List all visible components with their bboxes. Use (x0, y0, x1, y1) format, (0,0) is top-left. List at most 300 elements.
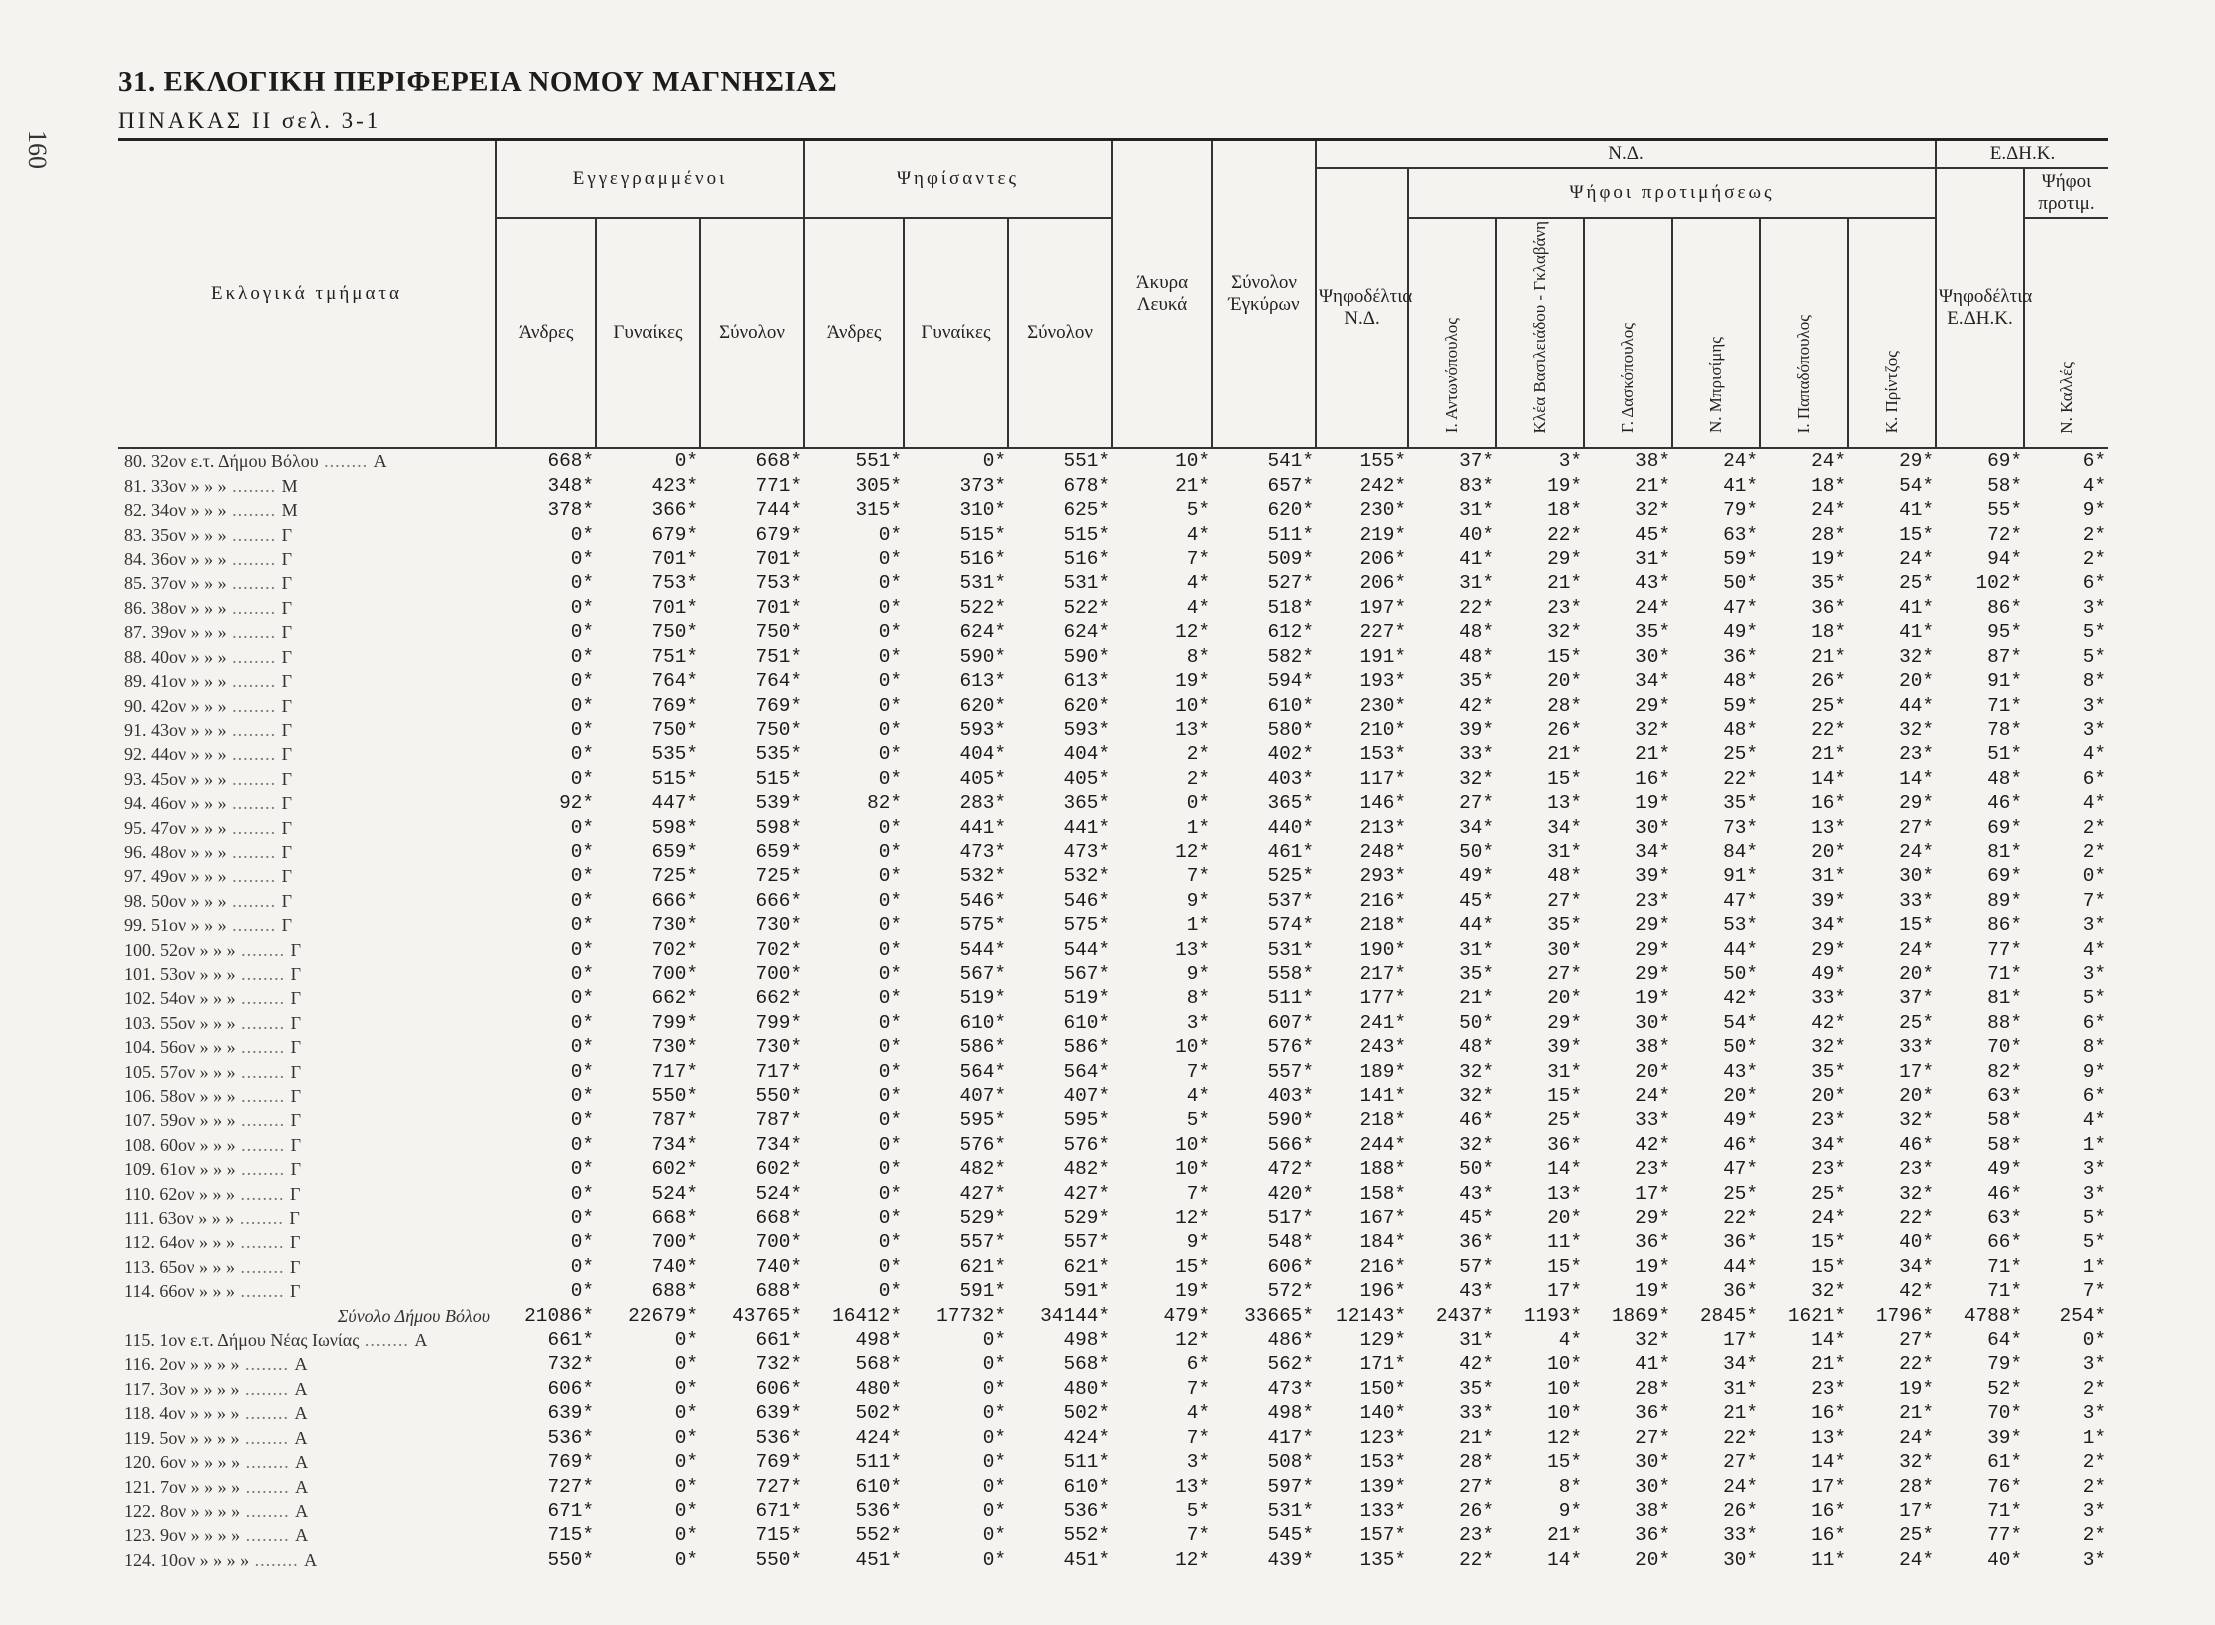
cell-value: 30* (1899, 865, 1934, 888)
cell-value: 34* (1547, 816, 1582, 839)
row-number: 113. (124, 1256, 155, 1277)
cell-value: 544* (1063, 938, 1110, 961)
cell-value: 0* (878, 694, 902, 717)
cell-value: 39* (1987, 1426, 2022, 1449)
cell-value: 78* (1987, 718, 2022, 741)
cell-value: 4* (1186, 523, 1210, 546)
cell-value: 532* (1063, 865, 1110, 888)
section-name: 41ον » » » (151, 671, 227, 692)
cell-value: 33* (1459, 743, 1494, 766)
cell-value: 10* (1175, 694, 1210, 717)
cell-value: 14* (1811, 767, 1846, 790)
section-name: 4ον » » » » (159, 1403, 240, 1424)
cell-value: 0* (878, 1060, 902, 1083)
cell-value: 29* (1547, 1011, 1582, 1034)
cell-value: 43* (1635, 572, 1670, 595)
row-number: 117. (124, 1378, 155, 1399)
cell-value: 45* (1459, 1207, 1494, 1230)
cell-value: 49* (1723, 621, 1758, 644)
cell-value: 54* (1723, 1011, 1758, 1034)
cell-value: 557* (959, 1231, 1006, 1254)
cell-value: 0* (674, 1426, 698, 1449)
section-name: 45ον » » » (151, 768, 227, 789)
cell-value: 69* (1987, 865, 2022, 888)
cell-value: 451* (1063, 1548, 1110, 1571)
cell-value: 39* (1547, 1036, 1582, 1059)
cell-value: 3* (1186, 1011, 1210, 1034)
cell-value: 2* (2082, 840, 2106, 863)
cell-value: 404* (959, 743, 1006, 766)
cell-value: 0* (570, 621, 594, 644)
cell-value: 11* (1547, 1231, 1582, 1254)
row-label: 91. 43ον » » » ........ Γ (124, 719, 293, 740)
cell-value: 0* (878, 889, 902, 912)
cell-value: 365* (1267, 792, 1314, 815)
cell-value: 5* (2082, 645, 2106, 668)
cell-value: 28* (1547, 694, 1582, 717)
cell-value: 4* (1186, 1402, 1210, 1425)
cell-value: 519* (1063, 987, 1110, 1010)
cell-value: 590* (1267, 1109, 1314, 1132)
cell-value: 81* (1987, 840, 2022, 863)
cell-value: 613* (959, 670, 1006, 693)
cell-value: 34* (1899, 1255, 1934, 1278)
cell-value: 218* (1359, 914, 1406, 937)
cell-value: 0* (570, 1036, 594, 1059)
cell-value: 35* (1459, 962, 1494, 985)
cell-value: 34144* (1040, 1304, 1110, 1327)
cell-value: 531* (1267, 1499, 1314, 1522)
cell-value: 1193* (1523, 1304, 1582, 1327)
cell-value: 11* (1811, 1548, 1846, 1571)
cell-value: 29* (1547, 548, 1582, 571)
cell-value: 730* (755, 1036, 802, 1059)
cell-value: 25* (1723, 1182, 1758, 1205)
cell-value: 740* (651, 1255, 698, 1278)
cell-value: 610* (1267, 694, 1314, 717)
cell-value: 550* (547, 1548, 594, 1571)
section-name: 32ον ε.τ. Δήμου Βόλου (151, 451, 319, 472)
cell-value: 1* (2082, 1426, 2106, 1449)
cell-value: 21* (1547, 743, 1582, 766)
cell-value: 750* (755, 621, 802, 644)
cell-value: 69* (1987, 816, 2022, 839)
section-name: 52ον » » » (160, 939, 236, 960)
cell-value: 0* (982, 1402, 1006, 1425)
header-nd-ballots: Ψηφοδέλτια Ν.Δ. (1316, 168, 1408, 448)
table-row (118, 1377, 2108, 1401)
cell-value: 403* (1267, 767, 1314, 790)
cell-value: 29* (1635, 962, 1670, 985)
cell-value: 293* (1359, 865, 1406, 888)
cell-value: 0* (570, 1060, 594, 1083)
cell-value: 18* (1547, 499, 1582, 522)
section-name: 43ον » » » (151, 719, 227, 740)
cell-value: 123* (1359, 1426, 1406, 1449)
cell-value: 218* (1359, 1109, 1406, 1132)
cell-value: 33* (1723, 1524, 1758, 1547)
cell-value: 157* (1359, 1524, 1406, 1547)
cell-value: 13* (1175, 1475, 1210, 1498)
cell-value: 48* (1723, 718, 1758, 741)
row-label: 118. 4ον » » » » ........ Α (124, 1403, 308, 1424)
cell-value: 567* (959, 962, 1006, 985)
header-candidate-kalles: Ν. Καλλές (2024, 218, 2108, 448)
cell-value: 536* (755, 1426, 802, 1449)
row-number: 99. (124, 915, 147, 936)
cell-value: 16* (1811, 1402, 1846, 1425)
cell-value: 20* (1723, 1085, 1758, 1107)
cell-value: 0* (878, 1133, 902, 1156)
table-row (118, 1548, 2108, 1572)
cell-value: 315* (855, 499, 902, 522)
cell-value: 551* (1063, 450, 1110, 473)
cell-value: 568* (855, 1353, 902, 1376)
cell-value: 3* (2082, 718, 2106, 741)
cell-value: 87* (1987, 645, 2022, 668)
cell-value: 51* (1987, 743, 2022, 766)
cell-value: 511* (855, 1451, 902, 1474)
cell-value: 71* (1987, 1255, 2022, 1278)
cell-value: 46* (1987, 1182, 2022, 1205)
cell-value: 0* (570, 938, 594, 961)
row-number: 84. (124, 549, 147, 570)
section-type: Γ (281, 915, 293, 936)
cell-value: 10* (1547, 1402, 1582, 1425)
cell-value: 0* (878, 816, 902, 839)
cell-value: 717* (651, 1060, 698, 1083)
row-label: 95. 47ον » » » ........ Γ (124, 817, 293, 838)
cell-value: 79* (1723, 499, 1758, 522)
cell-value: 799* (755, 1011, 802, 1034)
table-row (118, 1426, 2108, 1450)
section-type: Α (295, 1500, 309, 1521)
cell-value: 3* (2082, 1158, 2106, 1181)
cell-value: 23* (1811, 1158, 1846, 1181)
cell-value: 210* (1359, 718, 1406, 741)
cell-value: 8* (1186, 987, 1210, 1010)
cell-value: 243* (1359, 1036, 1406, 1059)
cell-value: 48* (1987, 767, 2022, 790)
cell-value: 32* (1459, 1133, 1494, 1156)
cell-value: 69* (1987, 450, 2022, 473)
cell-value: 700* (651, 962, 698, 985)
cell-value: 2845* (1699, 1304, 1758, 1327)
cell-value: 0* (570, 523, 594, 546)
cell-value: 34* (1723, 1353, 1758, 1376)
cell-value: 28* (1635, 1377, 1670, 1400)
header-sections: Εκλογικά τμήματα (118, 140, 496, 449)
cell-value: 2* (2082, 1524, 2106, 1547)
cell-value: 21* (1547, 572, 1582, 595)
cell-value: 586* (1063, 1036, 1110, 1059)
cell-value: 15* (1175, 1255, 1210, 1278)
cell-value: 472* (1267, 1158, 1314, 1181)
cell-value: 19* (1811, 548, 1846, 571)
cell-value: 31* (1723, 1377, 1758, 1400)
cell-value: 662* (755, 987, 802, 1010)
cell-value: 24* (1899, 1548, 1934, 1571)
cell-value: 730* (651, 914, 698, 937)
cell-value: 522* (1063, 596, 1110, 619)
cell-value: 22* (1811, 718, 1846, 741)
cell-value: 15* (1547, 767, 1582, 790)
cell-value: 12* (1175, 1329, 1210, 1352)
cell-value: 532* (959, 865, 1006, 888)
cell-value: 5* (2082, 1231, 2106, 1254)
cell-value: 32* (1459, 1060, 1494, 1083)
row-number: 100. (124, 939, 156, 960)
cell-value: 9* (1186, 1231, 1210, 1254)
cell-value: 624* (959, 621, 1006, 644)
cell-value: 13* (1811, 1426, 1846, 1449)
cell-value: 0* (878, 621, 902, 644)
cell-value: 671* (547, 1499, 594, 1522)
cell-value: 63* (1723, 523, 1758, 546)
cell-value: 64* (1987, 1329, 2022, 1352)
section-name: 57ον » » » (160, 1061, 236, 1082)
cell-value: 576* (959, 1133, 1006, 1156)
cell-value: 59* (1723, 694, 1758, 717)
table-row (118, 1206, 2108, 1230)
row-number: 91. (124, 719, 147, 740)
cell-value: 13* (1175, 718, 1210, 741)
row-number: 93. (124, 768, 147, 789)
cell-value: 404* (1063, 743, 1110, 766)
cell-value: 0* (982, 1475, 1006, 1498)
cell-value: 50* (1723, 572, 1758, 595)
cell-value: 30* (1635, 1451, 1670, 1474)
cell-value: 29* (1635, 694, 1670, 717)
cell-value: 734* (651, 1133, 698, 1156)
cell-value: 424* (1063, 1426, 1110, 1449)
cell-value: 140* (1359, 1402, 1406, 1425)
cell-value: 524* (755, 1182, 802, 1205)
cell-value: 0* (674, 1451, 698, 1474)
cell-value: 750* (651, 718, 698, 741)
section-type: Γ (289, 1208, 300, 1229)
cell-value: 20* (1899, 962, 1934, 985)
cell-value: 4* (1558, 1329, 1582, 1352)
row-number: 89. (124, 671, 147, 692)
cell-value: 378* (547, 499, 594, 522)
cell-value: 54* (1899, 474, 1934, 497)
cell-value: 0* (674, 1377, 698, 1400)
cell-value: 509* (1267, 548, 1314, 571)
cell-value: 42* (1811, 1011, 1846, 1034)
cell-value: 242* (1359, 474, 1406, 497)
cell-value: 146* (1359, 792, 1406, 815)
cell-value: 0* (878, 987, 902, 1010)
cell-value: 88* (1987, 1011, 2022, 1034)
cell-value: 21* (1459, 1426, 1494, 1449)
cell-value: 49* (1811, 962, 1846, 985)
header-voted: Ψηφίσαντες (804, 140, 1112, 219)
cell-value: 679* (651, 523, 698, 546)
page-number: 160 (23, 130, 52, 169)
cell-value: 24* (1723, 450, 1758, 473)
row-label: 88. 40ον » » » ........ Γ (124, 646, 293, 667)
cell-value: 2* (2082, 548, 2106, 571)
cell-value: 620* (959, 694, 1006, 717)
cell-value: 30* (1635, 816, 1670, 839)
cell-value: 725* (651, 865, 698, 888)
cell-value: 10* (1175, 1133, 1210, 1156)
cell-value: 19* (1899, 1377, 1934, 1400)
section-name: 55ον » » » (160, 1012, 236, 1033)
cell-value: 0* (878, 1182, 902, 1205)
cell-value: 193* (1359, 670, 1406, 693)
cell-value: 15* (1811, 1255, 1846, 1278)
cell-value: 564* (959, 1060, 1006, 1083)
cell-value: 0* (570, 572, 594, 595)
cell-value: 424* (855, 1426, 902, 1449)
cell-value: 19* (1547, 474, 1582, 497)
cell-value: 0* (674, 1499, 698, 1522)
header-candidate-vasileiadou: Κλέα Βασιλειάδου - Γκλαβάνη (1496, 218, 1584, 448)
cell-value: 48* (1459, 645, 1494, 668)
cell-value: 0* (570, 1011, 594, 1034)
cell-value: 84* (1723, 840, 1758, 863)
cell-value: 550* (755, 1085, 802, 1107)
cell-value: 9* (1186, 962, 1210, 985)
cell-value: 0* (878, 1207, 902, 1230)
cell-value: 76* (1987, 1475, 2022, 1498)
cell-value: 552* (1063, 1524, 1110, 1547)
cell-value: 213* (1359, 816, 1406, 839)
cell-value: 21* (1175, 474, 1210, 497)
cell-value: 41* (1899, 621, 1934, 644)
cell-value: 19* (1175, 1280, 1210, 1303)
cell-value: 595* (1063, 1109, 1110, 1132)
cell-value: 671* (755, 1499, 802, 1522)
cell-value: 3* (2082, 596, 2106, 619)
cell-value: 348* (547, 474, 594, 497)
cell-value: 22* (1547, 523, 1582, 546)
row-number: 88. (124, 646, 147, 667)
row-label: 93. 45ον » » » ........ Γ (124, 768, 293, 789)
cell-value: 27* (1459, 1475, 1494, 1498)
table-row (118, 498, 2108, 522)
cell-value: 0* (982, 1524, 1006, 1547)
section-type: Γ (290, 939, 302, 960)
cell-value: 45* (1459, 889, 1494, 912)
cell-value: 4* (2082, 474, 2106, 497)
cell-value: 668* (651, 1207, 698, 1230)
cell-value: 31* (1547, 840, 1582, 863)
cell-value: 5* (1186, 499, 1210, 522)
cell-value: 4* (1186, 572, 1210, 595)
cell-value: 50* (1723, 962, 1758, 985)
cell-value: 522* (959, 596, 1006, 619)
cell-value: 575* (1063, 914, 1110, 937)
cell-value: 515* (1063, 523, 1110, 546)
cell-value: 0* (878, 645, 902, 668)
cell-value: 27* (1459, 792, 1494, 815)
cell-value: 244* (1359, 1133, 1406, 1156)
header-edik-ballots: Ψηφοδέλτια Ε.ΔΗ.Κ. (1936, 168, 2024, 448)
cell-value: 439* (1267, 1548, 1314, 1571)
cell-value: 53* (1723, 914, 1758, 937)
header-nd: Ν.Δ. (1316, 140, 1936, 169)
cell-value: 20* (1635, 1060, 1670, 1083)
cell-value: 546* (959, 889, 1006, 912)
row-number: 110. (124, 1183, 155, 1204)
table-row (118, 571, 2108, 595)
row-label: 107. 59ον » » » ........ Γ (124, 1110, 302, 1131)
cell-value: 206* (1359, 572, 1406, 595)
cell-value: 566* (1267, 1133, 1314, 1156)
cell-value: 688* (651, 1280, 698, 1303)
cell-value: 30* (1635, 1011, 1670, 1034)
cell-value: 0* (878, 1280, 902, 1303)
row-label: 109. 61ον » » » ........ Γ (124, 1159, 302, 1180)
cell-value: 536* (855, 1499, 902, 1522)
cell-value: 38* (1635, 450, 1670, 473)
cell-value: 6* (2082, 450, 2106, 473)
section-name: 56ον » » » (160, 1037, 236, 1058)
cell-value: 158* (1359, 1182, 1406, 1205)
cell-value: 702* (651, 938, 698, 961)
cell-value: 5* (1186, 1499, 1210, 1522)
table-body (118, 448, 2108, 1572)
cell-value: 16* (1635, 767, 1670, 790)
cell-value: 0* (570, 548, 594, 571)
cell-value: 568* (1063, 1353, 1110, 1376)
table-row (118, 669, 2108, 693)
cell-value: 49* (1723, 1109, 1758, 1132)
section-name: 38ον » » » (151, 597, 227, 618)
cell-value: 751* (651, 645, 698, 668)
cell-value: 3* (2082, 914, 2106, 937)
cell-value: 606* (755, 1377, 802, 1400)
cell-value: 536* (547, 1426, 594, 1449)
section-type: Γ (281, 671, 293, 692)
cell-value: 515* (651, 767, 698, 790)
cell-value: 73* (1723, 816, 1758, 839)
cell-value: 188* (1359, 1158, 1406, 1181)
cell-value: 86* (1987, 914, 2022, 937)
section-type: Γ (290, 1159, 302, 1180)
cell-value: 82* (1987, 1060, 2022, 1083)
table-row (118, 1328, 2108, 1352)
row-label: 102. 54ον » » » ........ Γ (124, 988, 302, 1009)
cell-value: 0* (982, 1548, 1006, 1571)
section-type: Γ (281, 597, 293, 618)
cell-value: 0* (570, 865, 594, 888)
cell-value: 42* (1723, 987, 1758, 1010)
cell-value: 593* (959, 718, 1006, 741)
cell-value: 36* (1811, 596, 1846, 619)
row-label: 84. 36ον » » » ........ Γ (124, 549, 293, 570)
cell-value: 732* (547, 1353, 594, 1376)
cell-value: 19* (1635, 1280, 1670, 1303)
cell-value: 0* (878, 1255, 902, 1278)
cell-value: 524* (651, 1182, 698, 1205)
cell-value: 19* (1635, 792, 1670, 815)
cell-value: 0* (982, 1353, 1006, 1376)
cell-value: 550* (755, 1548, 802, 1571)
cell-value: 33* (1811, 987, 1846, 1010)
cell-value: 254* (2059, 1304, 2106, 1327)
cell-value: 305* (855, 474, 902, 497)
cell-value: 473* (1267, 1377, 1314, 1400)
cell-value: 753* (651, 572, 698, 595)
table-row (118, 1401, 2108, 1425)
header-registered-total: Σύνολον (700, 218, 804, 448)
cell-value: 15* (1899, 914, 1934, 937)
section-name: 36ον » » » (151, 549, 227, 570)
